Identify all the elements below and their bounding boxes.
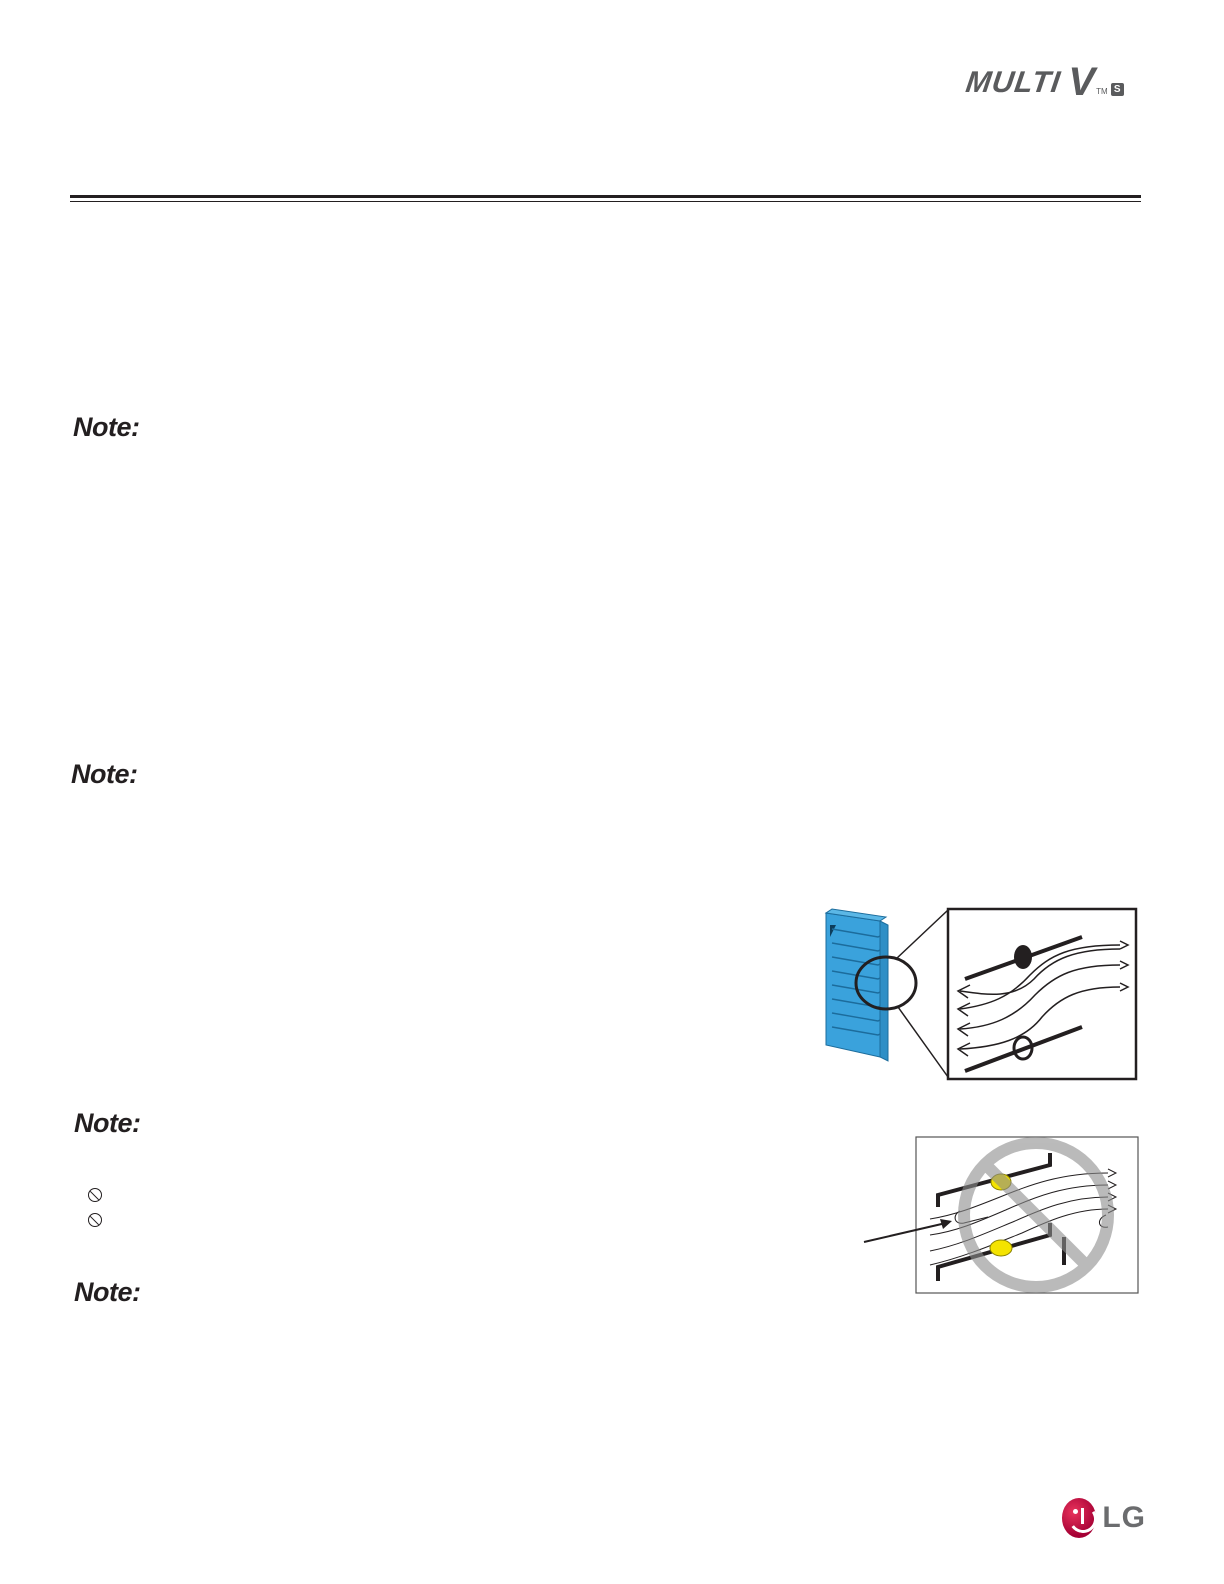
brand-v: V — [1068, 60, 1096, 104]
header-rule-thin — [70, 201, 1141, 202]
prohibited-icon — [88, 1188, 102, 1202]
header-rule-thick — [70, 195, 1141, 198]
brand-word: MULTI — [963, 66, 1063, 99]
louver-detail-figure — [820, 905, 1142, 1085]
multi-v-s-logo — [963, 60, 1146, 104]
note-label-2: Note: — [71, 759, 138, 789]
brand-tm: TM — [1096, 87, 1108, 96]
lower-marker — [990, 1240, 1012, 1256]
note-label-1: Note: — [73, 412, 140, 442]
brand-badge: S — [1111, 83, 1124, 96]
lg-face-icon — [1062, 1498, 1096, 1538]
note-label-3: Note: — [74, 1108, 141, 1138]
prohibited-icon — [88, 1213, 102, 1227]
detail-inset-box — [948, 909, 1136, 1079]
prohibited-louver-figure — [860, 1135, 1142, 1297]
note-label-4: Note: — [74, 1277, 141, 1307]
lg-logo-text: LG — [1102, 1501, 1146, 1534]
lg-logo — [1062, 1497, 1146, 1539]
